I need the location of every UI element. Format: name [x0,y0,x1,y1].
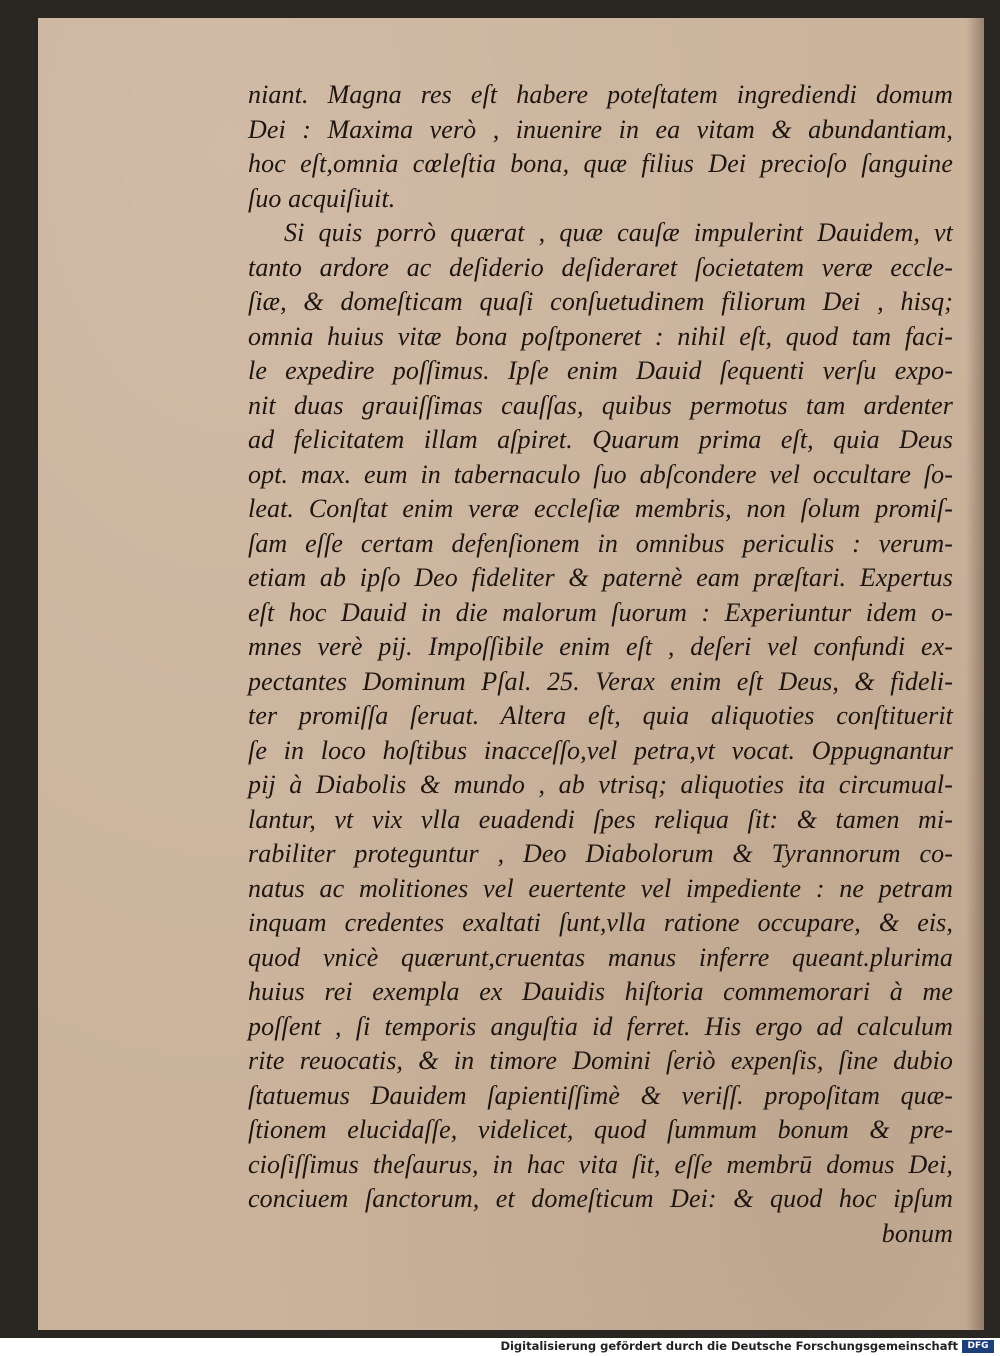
page-edge-shadow [966,18,984,1330]
text-line: huius rei exempla ex Dauidis hiſtoria commemorari à me [248,977,953,1006]
text-line: le expedire poſſimus. Ipſe enim Dauid ſequenti verſu expo- [248,356,953,385]
text-line: Si quis porrò quærat , quæ cauſæ impulerint Dauidem, vt [284,218,953,247]
text-line: ſiæ, & domeſticam quaſi conſuetudinem filiorum Dei , hisq; [248,287,953,316]
book-page [38,18,984,1330]
text-line: ſtatuemus Dauidem ſapientiſſimè & veriſſ. propoſitam quæ- [248,1080,953,1110]
text-line: pij à Diabolis & mundo , ab vtrisq; aliquoties ita circumual- [248,770,953,799]
footer-bar [0,1338,1000,1356]
text-line: rite reuocatis, & in timore Domini ſeriò expenſis, ſine dubio [248,1046,953,1075]
text-line: mnes verè pij. Impoſſibile enim eſt , deſeri vel confundi ex- [248,632,953,661]
text-line: leat. Conſtat enim veræ eccleſiæ membris, non ſolum promiſ- [248,494,953,523]
text-line: quod vnicè quærunt,cruentas manus inferre queant.plurima [248,942,953,972]
text-line: eſt hoc Dauid in die malorum ſuorum : Experiuntur idem o- [248,597,953,627]
text-line: lantur, vt vix vlla euadendi ſpes reliqua ſit: & tamen mi- [248,804,953,834]
text-line: hoc eſt,omnia cœleſtia bona, quæ filius Dei precioſo ſanguine [248,149,953,178]
text-line: natus ac molitiones vel euertente vel impediente : ne petram [248,873,953,903]
text-line: ſe in loco hoſtibus inacceſſo,vel petra,vt vocat. Oppugnantur [248,735,953,765]
dfg-logo: DFG [962,1340,994,1353]
text-line: ſuo acquiſiuit. [248,183,396,213]
text-line: omnia huius vitæ bona poſtponeret : nihil eſt, quod tam faci- [248,321,953,351]
text-line: pectantes Dominum Pſal. 25. Verax enim eſt Deus, & fideli- [248,666,953,696]
text-line: Dei : Maxima verò , inuenire in ea vitam & abundantiam, [248,114,953,144]
text-line: etiam ab ipſo Deo fideliter & paternè eam præſtari. Expertus [248,563,953,592]
text-line: ſam eſſe certam defenſionem in omnibus periculis : verum- [248,528,953,558]
catchword: bonum [881,1218,953,1248]
text-line: poſſent , ſi temporis anguſtia id ferret. His ergo ad calculum [248,1011,953,1041]
text-line: inquam credentes exaltati ſunt,vlla ratione occupare, & eis, [248,908,953,937]
text-line: cioſiſſimus theſaurus, in hac vita ſit, eſſe membrū domus Dei, [248,1149,953,1179]
text-line: ſtionem elucidaſſe, videlicet, quod ſummum bonum & pre- [248,1115,953,1144]
text-line: ter promiſſa ſeruat. Altera eſt, quia aliquoties conſtituerit [248,701,953,730]
text-line: niant. Magna res eſt habere poteſtatem ingrediendi domum [248,80,953,109]
text-line: opt. max. eum in tabernaculo ſuo abſcondere vel occultare ſo- [248,459,953,489]
text-line: rabiliter proteguntur , Deo Diabolorum & Tyrannorum co- [248,839,953,868]
text-line: ad felicitatem illam aſpiret. Quarum prima eſt, quia Deus [248,425,953,454]
funding-credit: Digitalisierung gefördert durch die Deutsche Forschungsgemeinschaft [500,1339,958,1353]
text-line: tanto ardore ac deſiderio deſideraret ſocietatem veræ eccle- [248,252,953,282]
page-text-block [248,78,953,1251]
text-line: conciuem ſanctorum, et domeſticum Dei: & quod hoc ipſum [248,1184,953,1213]
text-line: nit duas grauiſſimas cauſſas, quibus permotus tam ardenter [248,390,953,420]
